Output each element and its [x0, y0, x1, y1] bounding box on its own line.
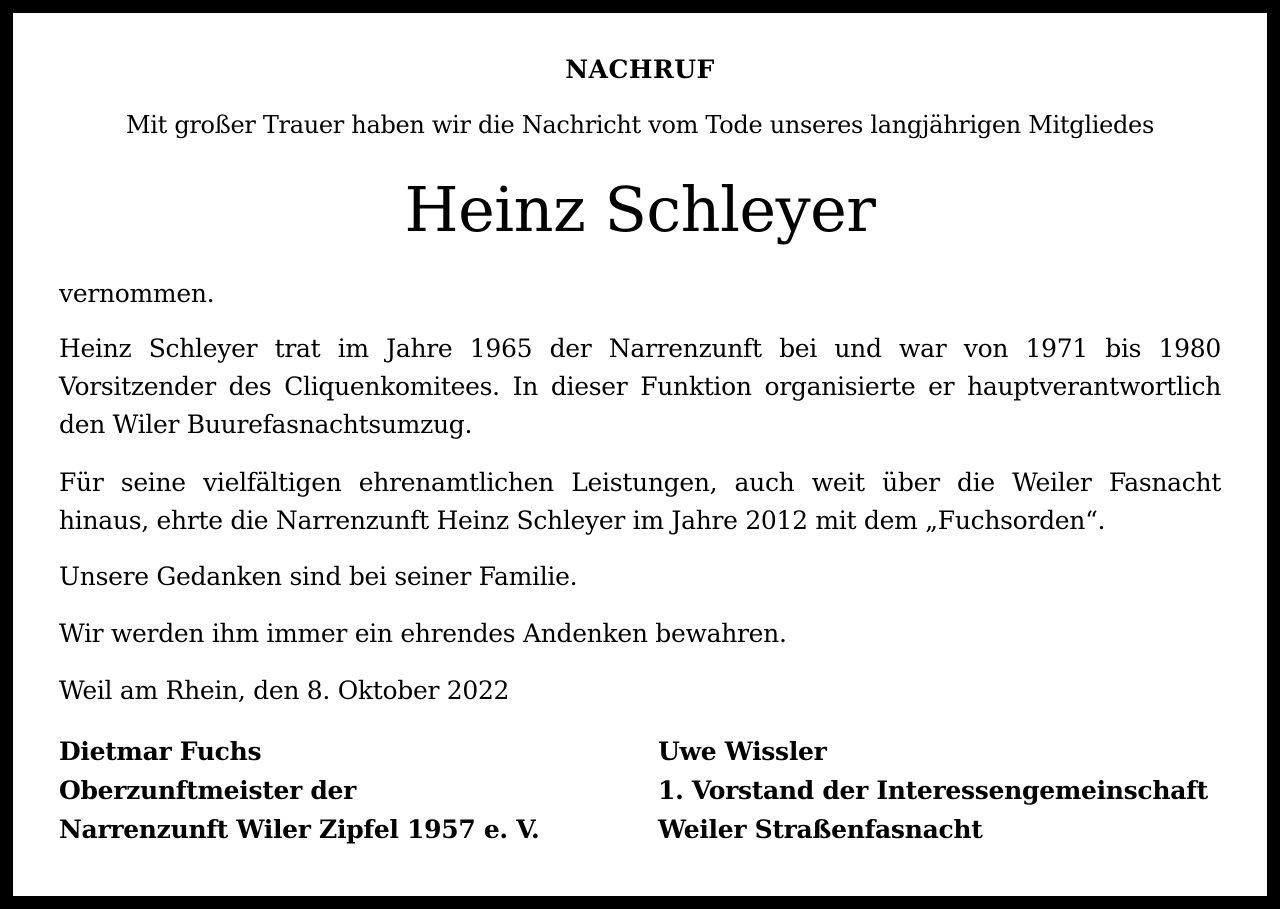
biography-line: den Wiler Buurefasnachtsumzug.: [59, 410, 473, 439]
notice-heading: NACHRUF: [565, 55, 715, 84]
signature-left: [59, 732, 539, 849]
obituary-notice: [13, 13, 1267, 896]
signatory-organization: Narrenzunft Wiler Zipfel 1957 e. V.: [59, 815, 540, 844]
biography-paragraph: [59, 330, 1221, 444]
signatory-organization: Weiler Straßenfasnacht: [658, 815, 983, 844]
signatory-title: 1. Vorstand der Interessengemeinschaft: [658, 776, 1208, 805]
signatory-title: Oberzunftmeister der: [59, 776, 357, 805]
remembrance-text: Wir werden ihm immer ein ehrendes Andenken bewahren.: [59, 619, 787, 648]
signature-right: [658, 732, 1208, 849]
thoughts-text: Unsere Gedanken sind bei seiner Familie.: [59, 562, 578, 591]
signatory-name: Dietmar Fuchs: [59, 737, 262, 766]
biography-line: Vorsitzender des Cliquenkomitees. In dieser Funktion organisierte er hauptverantwortlich: [59, 372, 1221, 401]
biography-line: Heinz Schleyer trat im Jahre 1965 der Narrenzunft bei und war von 1971 bis 1980: [59, 334, 1221, 363]
honors-line: Für seine vielfältigen ehrenamtlichen Leistungen, auch weit über die Weiler Fasnacht: [59, 468, 1221, 497]
intro-text: Mit großer Trauer haben wir die Nachricht vom Tode unseres langjährigen Mitgliedes: [126, 111, 1154, 139]
signatory-name: Uwe Wissler: [658, 737, 827, 766]
deceased-name: Heinz Schleyer: [404, 173, 876, 246]
place-date: Weil am Rhein, den 8. Oktober 2022: [59, 676, 510, 705]
honors-line: hinaus, ehrte die Narrenzunft Heinz Schleyer im Jahre 2012 mit dem „Fuchsorden“.: [59, 506, 1106, 535]
honors-paragraph: [59, 464, 1221, 540]
received-text: vernommen.: [59, 279, 215, 308]
